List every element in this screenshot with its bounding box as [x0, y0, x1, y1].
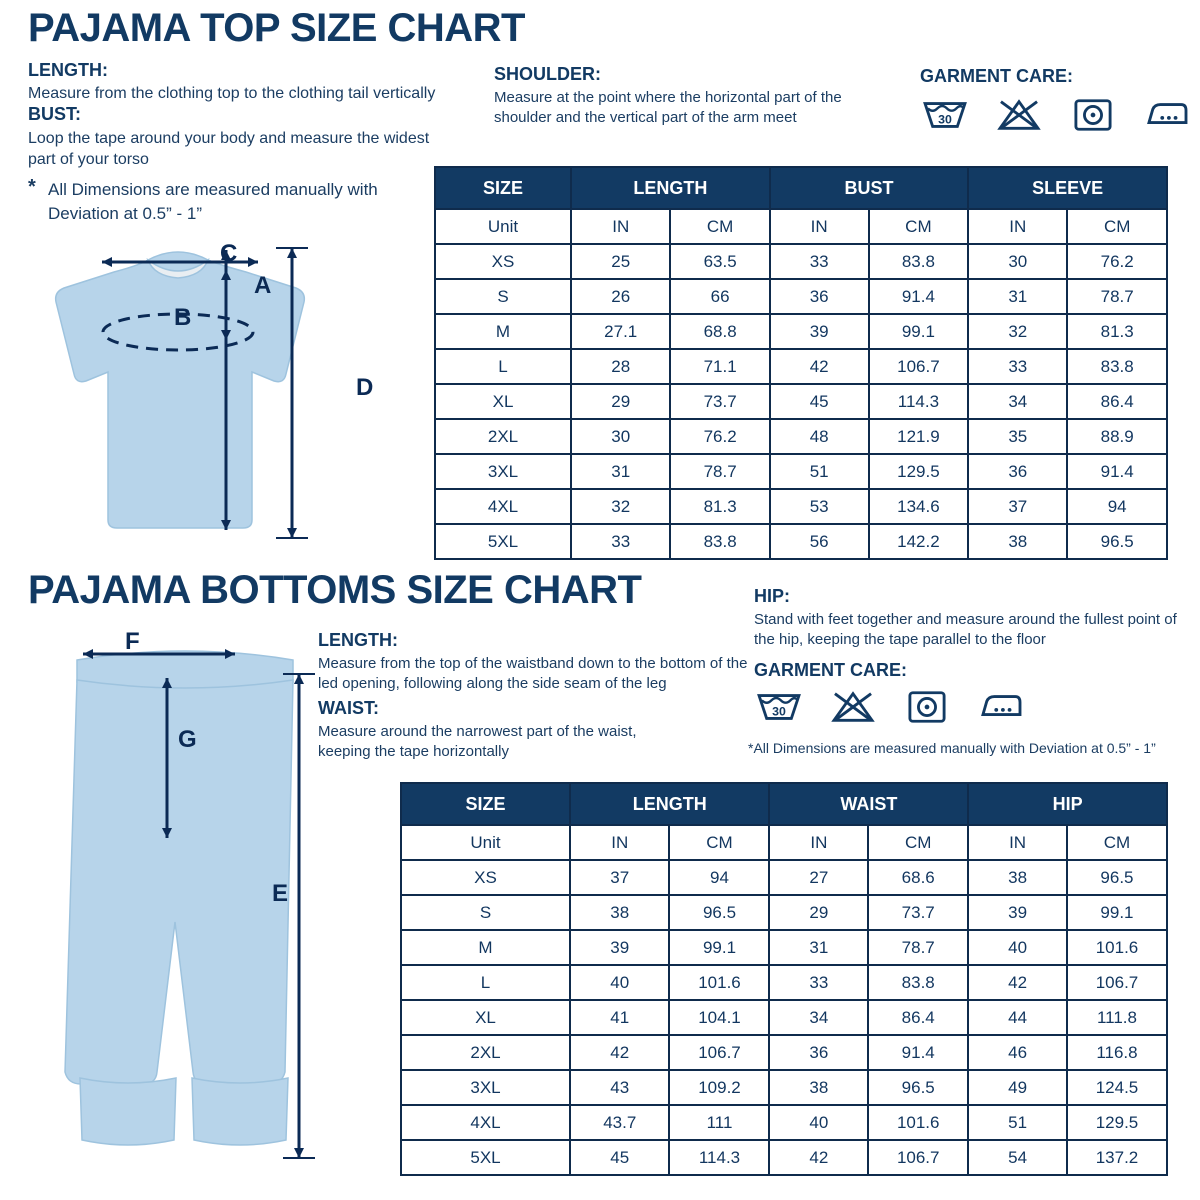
table-row — [435, 209, 1167, 244]
cell-unit: IN — [968, 825, 1067, 860]
cell-value: 51 — [968, 1105, 1067, 1140]
bottom-hip-label: HIP: — [754, 586, 790, 606]
dim-label-f: F — [125, 628, 140, 655]
cell-value: 129.5 — [869, 454, 969, 489]
cell-value: 111.8 — [1067, 1000, 1167, 1035]
cell-value: 91.4 — [868, 1035, 968, 1070]
cell-value: 34 — [968, 384, 1067, 419]
cell-value: 45 — [770, 384, 869, 419]
cell-size: 2XL — [435, 419, 571, 454]
table-row — [435, 279, 1167, 314]
cell-value: 63.5 — [670, 244, 769, 279]
cell-value: 101.6 — [1067, 930, 1167, 965]
cell-value: 49 — [968, 1070, 1067, 1105]
cell-value: 111 — [669, 1105, 769, 1140]
cell-size: S — [435, 279, 571, 314]
cell-size: L — [435, 349, 571, 384]
top-shoulder-label: SHOULDER: — [494, 64, 601, 84]
wash-temp-text: 30 — [938, 112, 952, 127]
wash-30-icon — [754, 688, 804, 726]
cell-value: 46 — [968, 1035, 1067, 1070]
cell-value: 45 — [570, 1140, 670, 1175]
table-row — [401, 1140, 1167, 1175]
cell-value: 32 — [571, 489, 670, 524]
bottom-length-text: Measure from the top of the waistband down to the bottom of the led opening, following along the side seam of the leg — [318, 655, 748, 692]
cell-value: 25 — [571, 244, 670, 279]
cell-value: 31 — [571, 454, 670, 489]
cell-value: 114.3 — [669, 1140, 769, 1175]
top-shoulder-text: Measure at the point where the horizontal part of the shoulder and the vertical part of the arm meet — [494, 89, 842, 126]
table-row — [401, 1105, 1167, 1140]
cell-unit: IN — [770, 209, 869, 244]
cell-size: 4XL — [401, 1105, 570, 1140]
cell-value: 42 — [968, 965, 1067, 1000]
pajama-bottoms-size-table — [400, 782, 1168, 1176]
cell-value: 96.5 — [669, 895, 769, 930]
th-length: LENGTH — [570, 783, 770, 825]
dim-label-d: D — [356, 374, 374, 401]
cell-value: 68.8 — [670, 314, 769, 349]
cell-value: 88.9 — [1067, 419, 1167, 454]
cell-value: 116.8 — [1067, 1035, 1167, 1070]
cell-unit: IN — [571, 209, 670, 244]
cell-value: 28 — [571, 349, 670, 384]
cell-value: 91.4 — [869, 279, 969, 314]
bottom-garment-care-label: GARMENT CARE: — [754, 660, 907, 680]
bottom-length-label: LENGTH: — [318, 630, 398, 650]
cell-value: 27.1 — [571, 314, 670, 349]
cell-value: 33 — [769, 965, 868, 1000]
cell-value: 99.1 — [1067, 895, 1167, 930]
top-bust-text: Loop the tape around your body and measure the widest part of your torso — [28, 130, 430, 168]
iron-icon — [1142, 96, 1192, 134]
table-row — [401, 1000, 1167, 1035]
cell-value: 68.6 — [868, 860, 968, 895]
table-row — [435, 524, 1167, 559]
bottom-table-head — [401, 783, 1167, 825]
cell-value: 96.5 — [1067, 524, 1167, 559]
cell-value: 73.7 — [670, 384, 769, 419]
dim-label-b: B — [174, 304, 192, 331]
cell-value: 29 — [769, 895, 868, 930]
page-title-bottom: PAJAMA BOTTOMS SIZE CHART — [28, 568, 642, 612]
cell-value: 96.5 — [868, 1070, 968, 1105]
cell-value: 106.7 — [869, 349, 969, 384]
bottom-deviation-note — [748, 740, 1198, 756]
table-row — [401, 825, 1167, 860]
th-hip: HIP — [968, 783, 1167, 825]
cell-value: 34 — [769, 1000, 868, 1035]
cell-value: 40 — [570, 965, 670, 1000]
cell-value: 30 — [571, 419, 670, 454]
dim-label-g: G — [178, 726, 197, 753]
top-table-body — [435, 209, 1167, 559]
cell-size: 3XL — [435, 454, 571, 489]
bottom-garment-care-icons — [754, 688, 1026, 726]
cell-unit: Unit — [435, 209, 571, 244]
cell-size: 3XL — [401, 1070, 570, 1105]
cell-value: 124.5 — [1067, 1070, 1167, 1105]
bottom-waist-label: WAIST: — [318, 698, 379, 718]
cell-value: 33 — [968, 349, 1067, 384]
table-row — [435, 419, 1167, 454]
th-size: SIZE — [435, 167, 571, 209]
cell-value: 106.7 — [669, 1035, 769, 1070]
cell-size: XS — [401, 860, 570, 895]
cell-value: 104.1 — [669, 1000, 769, 1035]
dim-label-a: A — [254, 272, 272, 299]
cell-size: L — [401, 965, 570, 1000]
cell-value: 106.7 — [1067, 965, 1167, 1000]
cell-value: 39 — [770, 314, 869, 349]
wash-temp-text: 30 — [772, 704, 786, 719]
cell-value: 78.7 — [670, 454, 769, 489]
table-row — [401, 930, 1167, 965]
cell-value: 142.2 — [869, 524, 969, 559]
cell-value: 101.6 — [669, 965, 769, 1000]
cell-value: 42 — [769, 1140, 868, 1175]
bottom-hip-text: Stand with feet together and measure around the fullest point of the hip, keeping the tape parallel to the floor — [754, 611, 1177, 648]
cell-value: 129.5 — [1067, 1105, 1167, 1140]
cell-unit: IN — [769, 825, 868, 860]
cell-value: 40 — [968, 930, 1067, 965]
top-deviation-star: * — [28, 176, 36, 198]
top-table-group-header-row — [435, 167, 1167, 209]
cell-value: 66 — [670, 279, 769, 314]
cell-unit: IN — [570, 825, 670, 860]
do-not-bleach-icon — [828, 688, 878, 726]
cell-value: 86.4 — [1067, 384, 1167, 419]
cell-size: M — [401, 930, 570, 965]
table-row — [401, 1035, 1167, 1070]
cell-value: 81.3 — [1067, 314, 1167, 349]
table-row — [435, 489, 1167, 524]
bottom-table-body — [401, 825, 1167, 1175]
cell-unit: CM — [1067, 209, 1167, 244]
cell-value: 43.7 — [570, 1105, 670, 1140]
cell-unit: CM — [670, 209, 769, 244]
table-row — [401, 895, 1167, 930]
cell-value: 51 — [770, 454, 869, 489]
th-bust: BUST — [770, 167, 968, 209]
iron-icon — [976, 688, 1026, 726]
cell-value: 81.3 — [670, 489, 769, 524]
pajama-top-illustration — [30, 228, 410, 558]
bottom-waist-text: Measure around the narrowest part of the waist, keeping the tape horizontally — [318, 723, 637, 760]
cell-size: 5XL — [435, 524, 571, 559]
cell-value: 41 — [570, 1000, 670, 1035]
table-row — [435, 454, 1167, 489]
do-not-bleach-icon — [994, 96, 1044, 134]
top-bust-label: BUST: — [28, 104, 81, 124]
cell-value: 37 — [570, 860, 670, 895]
cell-value: 38 — [968, 524, 1067, 559]
table-row — [435, 349, 1167, 384]
cell-value: 91.4 — [1067, 454, 1167, 489]
cell-value: 38 — [570, 895, 670, 930]
cell-unit: CM — [869, 209, 969, 244]
table-row — [435, 384, 1167, 419]
cell-size: S — [401, 895, 570, 930]
top-garment-care-icons — [920, 96, 1192, 134]
cell-value: 29 — [571, 384, 670, 419]
cell-size: 4XL — [435, 489, 571, 524]
cell-value: 33 — [770, 244, 869, 279]
dim-label-c: C — [220, 240, 238, 267]
dim-label-e: E — [272, 880, 289, 907]
tumble-dry-icon — [902, 688, 952, 726]
cell-value: 78.7 — [1067, 279, 1167, 314]
cell-value: 38 — [968, 860, 1067, 895]
top-length-text: Measure from the clothing top to the clothing tail vertically — [28, 85, 436, 102]
top-deviation-note: All Dimensions are measured manually with Deviation at 0.5” - 1” — [48, 180, 378, 223]
cell-value: 101.6 — [868, 1105, 968, 1140]
cell-value: 39 — [968, 895, 1067, 930]
cell-unit: Unit — [401, 825, 570, 860]
cell-value: 42 — [770, 349, 869, 384]
cell-value: 78.7 — [868, 930, 968, 965]
cell-value: 36 — [770, 279, 869, 314]
cell-value: 42 — [570, 1035, 670, 1070]
cell-size: 2XL — [401, 1035, 570, 1070]
table-row — [401, 860, 1167, 895]
cell-value: 137.2 — [1067, 1140, 1167, 1175]
cell-value: 35 — [968, 419, 1067, 454]
cell-value: 39 — [570, 930, 670, 965]
cell-value: 106.7 — [868, 1140, 968, 1175]
table-row — [401, 1070, 1167, 1105]
th-size: SIZE — [401, 783, 570, 825]
cell-value: 37 — [968, 489, 1067, 524]
top-table-head — [435, 167, 1167, 209]
bottom-table-group-header-row — [401, 783, 1167, 825]
cell-size: M — [435, 314, 571, 349]
cell-value: 30 — [968, 244, 1067, 279]
cell-value: 76.2 — [670, 419, 769, 454]
cell-size: 5XL — [401, 1140, 570, 1175]
cell-unit: CM — [1067, 825, 1167, 860]
cell-value: 44 — [968, 1000, 1067, 1035]
cell-unit: CM — [868, 825, 968, 860]
cell-value: 86.4 — [868, 1000, 968, 1035]
cell-value: 43 — [570, 1070, 670, 1105]
bottom-deviation-text: All Dimensions are measured manually with Deviation at 0.5” - 1” — [753, 740, 1156, 756]
top-garment-care-label: GARMENT CARE: — [920, 66, 1073, 86]
cell-value: 31 — [769, 930, 868, 965]
cell-unit: IN — [968, 209, 1067, 244]
cell-value: 83.8 — [1067, 349, 1167, 384]
cell-value: 36 — [769, 1035, 868, 1070]
cell-value: 56 — [770, 524, 869, 559]
th-length: LENGTH — [571, 167, 770, 209]
th-waist: WAIST — [769, 783, 968, 825]
table-row — [435, 244, 1167, 279]
cell-value: 134.6 — [869, 489, 969, 524]
cell-value: 96.5 — [1067, 860, 1167, 895]
table-row — [435, 314, 1167, 349]
tumble-dry-icon — [1068, 96, 1118, 134]
cell-size: XL — [401, 1000, 570, 1035]
top-length-label: LENGTH: — [28, 60, 108, 80]
page-title-top: PAJAMA TOP SIZE CHART — [28, 6, 525, 50]
cell-size: XL — [435, 384, 571, 419]
cell-value: 83.8 — [869, 244, 969, 279]
cell-value: 109.2 — [669, 1070, 769, 1105]
table-row — [401, 965, 1167, 1000]
cell-value: 99.1 — [869, 314, 969, 349]
cell-value: 48 — [770, 419, 869, 454]
cell-size: XS — [435, 244, 571, 279]
cell-value: 53 — [770, 489, 869, 524]
cell-value: 83.8 — [670, 524, 769, 559]
cell-value: 99.1 — [669, 930, 769, 965]
cell-value: 71.1 — [670, 349, 769, 384]
cell-value: 31 — [968, 279, 1067, 314]
cell-value: 32 — [968, 314, 1067, 349]
cell-value: 121.9 — [869, 419, 969, 454]
cell-value: 33 — [571, 524, 670, 559]
cell-value: 27 — [769, 860, 868, 895]
cell-value: 54 — [968, 1140, 1067, 1175]
th-sleeve: SLEEVE — [968, 167, 1167, 209]
cell-value: 114.3 — [869, 384, 969, 419]
bottom-deviation-star: * — [748, 740, 754, 756]
cell-value: 73.7 — [868, 895, 968, 930]
cell-value: 38 — [769, 1070, 868, 1105]
cell-value: 26 — [571, 279, 670, 314]
pajama-top-size-table — [434, 166, 1168, 560]
cell-unit: CM — [669, 825, 769, 860]
cell-value: 40 — [769, 1105, 868, 1140]
cell-value: 94 — [669, 860, 769, 895]
cell-value: 94 — [1067, 489, 1167, 524]
wash-30-icon — [920, 96, 970, 134]
cell-value: 36 — [968, 454, 1067, 489]
cell-value: 83.8 — [868, 965, 968, 1000]
cell-value: 76.2 — [1067, 244, 1167, 279]
